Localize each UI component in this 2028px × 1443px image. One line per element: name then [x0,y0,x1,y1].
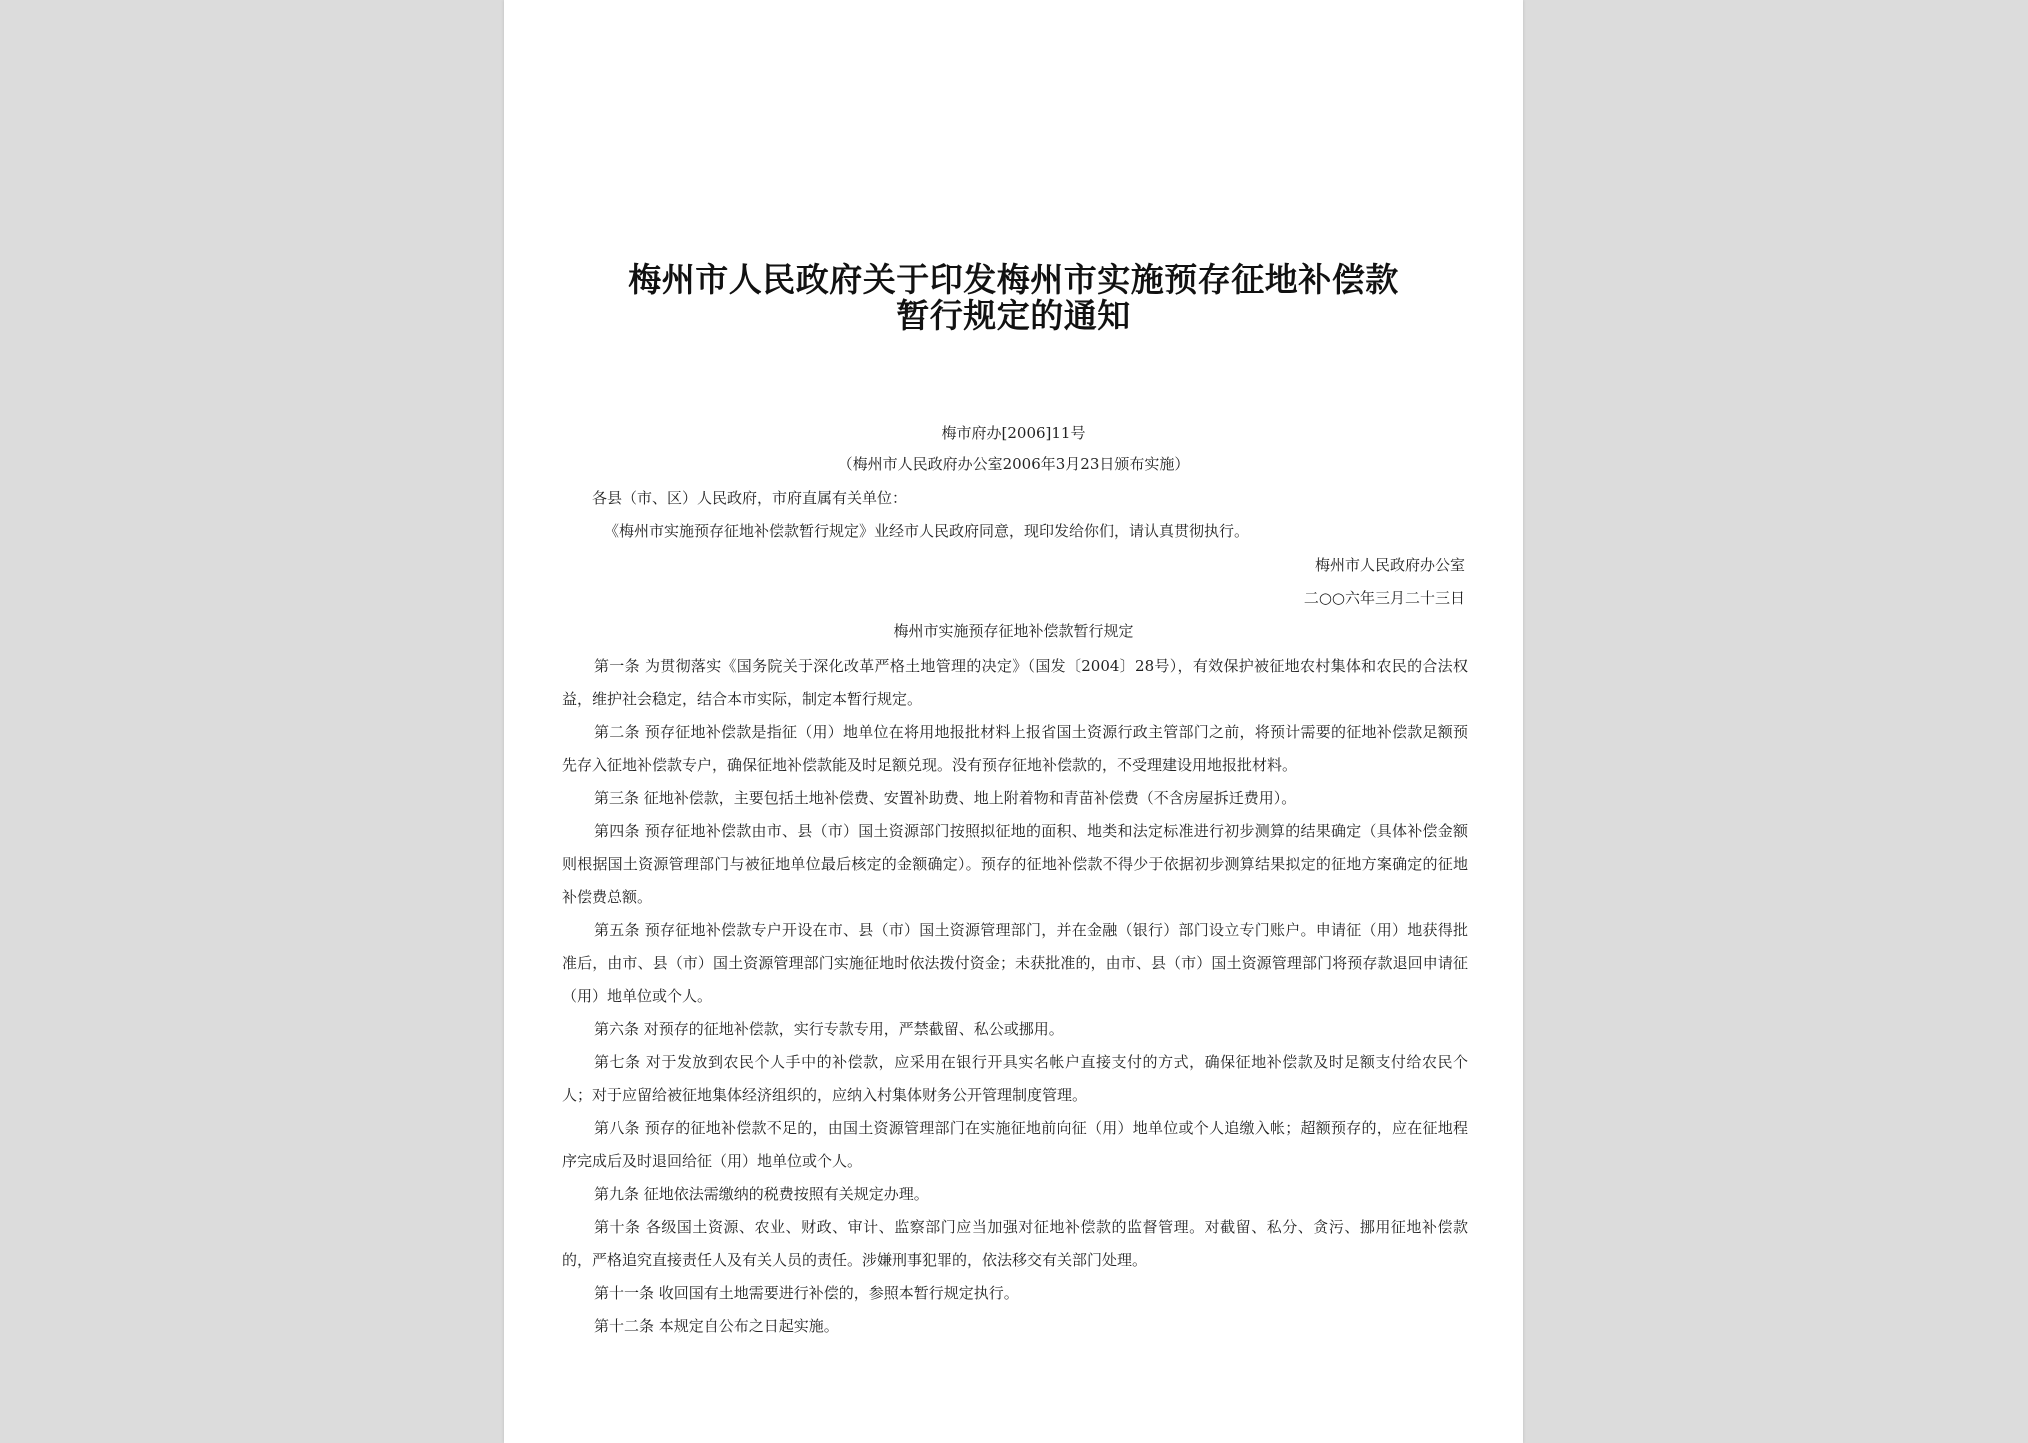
article-12: 第十二条 本规定自公布之日起实施。 [594,1317,839,1335]
rules-title: 梅州市实施预存征地补偿款暂行规定 [893,622,1134,640]
title-line-1: 梅州市人民政府关于印发梅州市实施预存征地补偿款 [628,260,1399,299]
article-1: 第一条 为贯彻落实《国务院关于深化改革严格土地管理的决定》（国发〔2004〕28号），有效保护被征地农村集体和农民的合法权益，维护社会稳定，结合本市实际，制定本暂行规定。 [562,657,1468,708]
signature-date: 二○○六年三月二十三日 [1303,589,1465,607]
article-3: 第三条 征地补偿款，主要包括土地补偿费、安置补助费、地上附着物和青苗补偿费（不含房屋拆迁费用）。 [594,789,1297,807]
articles-list [562,650,1468,1343]
article-4: 第四条 预存征地补偿款由市、县（市）国土资源部门按照拟征地的面积、地类和法定标准进行初步测算的结果确定（具体补偿金额则根据国土资源管理部门与被征地单位最后核定的金额确定）。预存的征地补偿款不得少于依据初步测算结果拟定的征地方案确定的征地补偿费总额。 [562,822,1468,906]
signature-organization: 梅州市人民政府办公室 [1314,556,1465,574]
article-8: 第八条 预存的征地补偿款不足的，由国土资源管理部门在实施征地前向征（用）地单位或个人追缴入帐；超额预存的，应在征地程序完成后及时退回给征（用）地单位或个人。 [562,1119,1468,1170]
article-11: 第十一条 收回国有土地需要进行补偿的，参照本暂行规定执行。 [594,1284,1019,1302]
addressee: 各县（市、区）人民政府，市府直属有关单位： [592,489,908,507]
article-7: 第七条 对于发放到农民个人手中的补偿款，应采用在银行开具实名帐户直接支付的方式，确保征地补偿款及时足额支付给农民个人；对于应留给被征地集体经济组织的，应纳入村集体财务公开管理制度管理。 [562,1053,1468,1104]
document-number: 梅市府办[2006]11号 [941,424,1086,442]
document-page [504,0,1523,1443]
article-9: 第九条 征地依法需缴纳的税费按照有关规定办理。 [594,1185,929,1203]
article-2: 第二条 预存征地补偿款是指征（用）地单位在将用地报批材料上报省国土资源行政主管部门之前，将预计需要的征地补偿款足额预先存入征地补偿款专户，确保征地补偿款能及时足额兑现。没有预存征地补偿款的，不受理建设用地报批材料。 [562,723,1468,774]
article-5: 第五条 预存征地补偿款专户开设在市、县（市）国土资源管理部门，并在金融（银行）部门设立专门账户。申请征（用）地获得批准后，由市、县（市）国土资源管理部门实施征地时依法拨付资金；未获批准的，由市、县（市）国土资源管理部门将预存款退回申请征（用）地单位或个人。 [562,921,1468,1005]
title-line-2: 暂行规定的通知 [896,296,1131,335]
article-6: 第六条 对预存的征地补偿款，实行专款专用，严禁截留、私公或挪用。 [594,1020,1064,1038]
issued-note: （梅州市人民政府办公室2006年3月23日颁布实施） [837,455,1190,473]
intro-paragraph: 《梅州市实施预存征地补偿款暂行规定》业经市人民政府同意，现印发给你们，请认真贯彻执行。 [604,522,1250,540]
page-title [504,262,1523,334]
article-10: 第十条 各级国土资源、农业、财政、审计、监察部门应当加强对征地补偿款的监督管理。对截留、私分、贪污、挪用征地补偿款的，严格追究直接责任人及有关人员的责任。涉嫌刑事犯罪的，依法移交有关部门处理。 [562,1218,1468,1269]
